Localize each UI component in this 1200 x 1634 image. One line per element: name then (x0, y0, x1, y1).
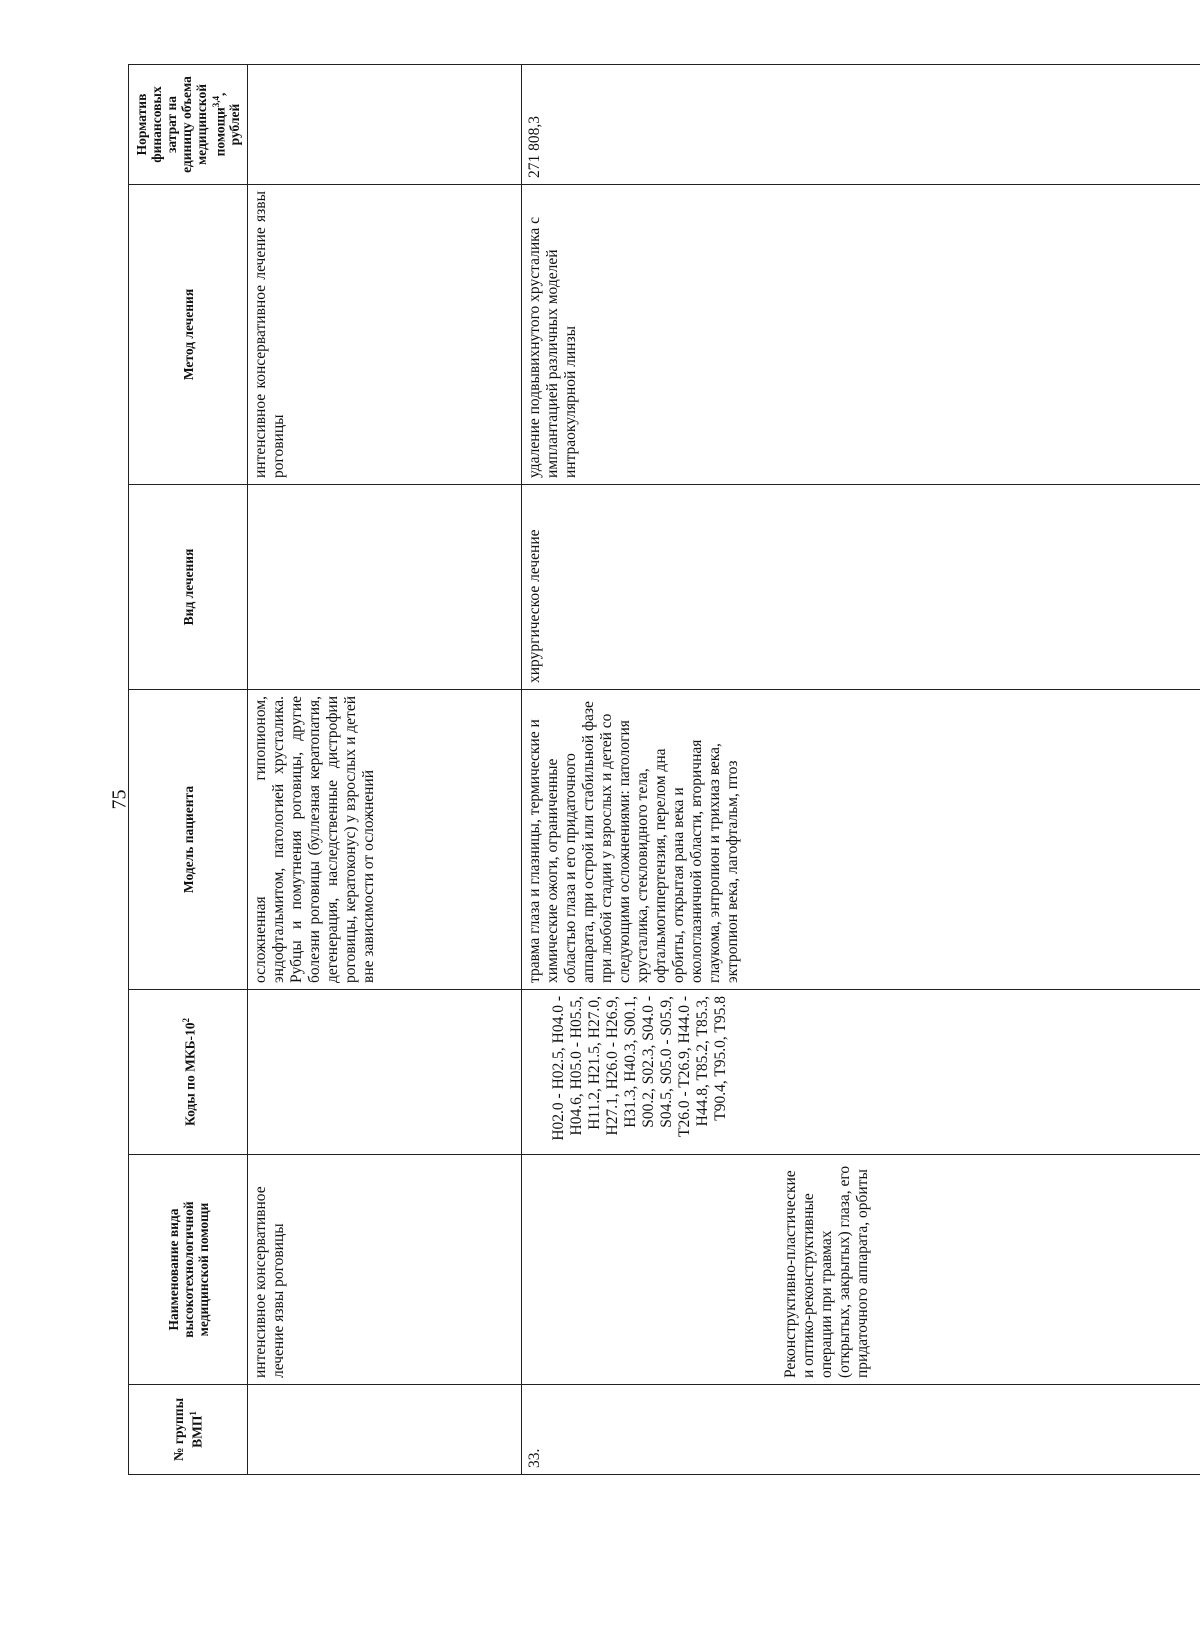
cell-treatment-method: интенсивное консервативное лечение язвы роговицы (248, 185, 522, 485)
header-vmp-name: Наименование вида высокотехнологичной медицинской помощи (129, 1155, 248, 1385)
header-treatment-method: Метод лечения (129, 185, 248, 485)
header-cost-norm: Норматив финансовых затрат на единицу объема медицинской помощи$^{3,4}$, рублей (129, 65, 248, 185)
header-icd-codes: Коды по МКБ-$10^2$ (129, 990, 248, 1155)
header-group-number: № группы ВМП$^1$ (129, 1385, 248, 1475)
cell-icd-codes (248, 990, 522, 1155)
cell-group-number: 33. (522, 1385, 1200, 1475)
cell-treatment-type: хирургическое лечение (522, 485, 1200, 690)
table-row (248, 65, 522, 1475)
cell-cost-norm (248, 65, 522, 185)
cell-treatment-type (248, 485, 522, 690)
cell-patient-model: травма глаза и глазницы, термические и химические ожоги, ограниченные областью глаза и его придаточного аппарата, при острой или стабильной фазе при любой стадии у взрослых и детей со следующими осложнениями: патология хрусталика, стекловидного тела, офтальмогипертензия, перелом дна орбиты, открытая рана века и окологлазничной области, вторичная глаукома, энтропион и трихиаз века, эктропион века, лагофтальм, птоз (522, 690, 1200, 990)
cell-treatment-method: удаление подвывихнутого хрусталика с имплантацией различных моделей интраокулярной линзы (522, 185, 1200, 485)
header-treatment-type: Вид лечения (129, 485, 248, 690)
page-number: 75 (108, 789, 131, 810)
cell-patient-model: осложненная гипопионом, эндофтальмитом, патологией хрусталика. Рубцы и помутнения роговицы, другие болезни роговицы (буллезная кератопатия, дегенерация, наследственные дистрофии роговицы, кератоконус) у взрослых и детей вне зависимости от осложнений (248, 690, 522, 990)
header-patient-model: Модель пациента (129, 690, 248, 990)
cell-vmp-name: интенсивное консервативное лечение язвы роговицы (248, 1155, 522, 1385)
cell-vmp-name: Реконструктивно-пластические и оптико-реконструктивные операции при травмах (открытых, закрытых) глаза, его придаточного аппарата, орбиты (522, 1155, 1200, 1385)
cell-group-number (248, 1385, 522, 1475)
table-area (128, 65, 1008, 1475)
table-row (522, 65, 1200, 1475)
vmp-table (128, 64, 1200, 1475)
header-row (129, 65, 248, 1475)
cell-cost-norm: 271 808,3 (522, 65, 1200, 185)
rotated-table-wrapper (128, 65, 1008, 1475)
cell-icd-codes: H02.0 - H02.5, H04.0 - H04.6, H05.0 - H05.5, H11.2, H21.5, H27.0, H27.1, H26.0 - H26.9, H31.3, H40.3, S00.1, S00.2, S02.3, S04.0 - S04.5, S05.0 - S05.9, T26.0 - T26.9, H44.0 - H44.8, T85.2, T85.3, T90.4, T95.0, T95.8 (522, 990, 1200, 1155)
